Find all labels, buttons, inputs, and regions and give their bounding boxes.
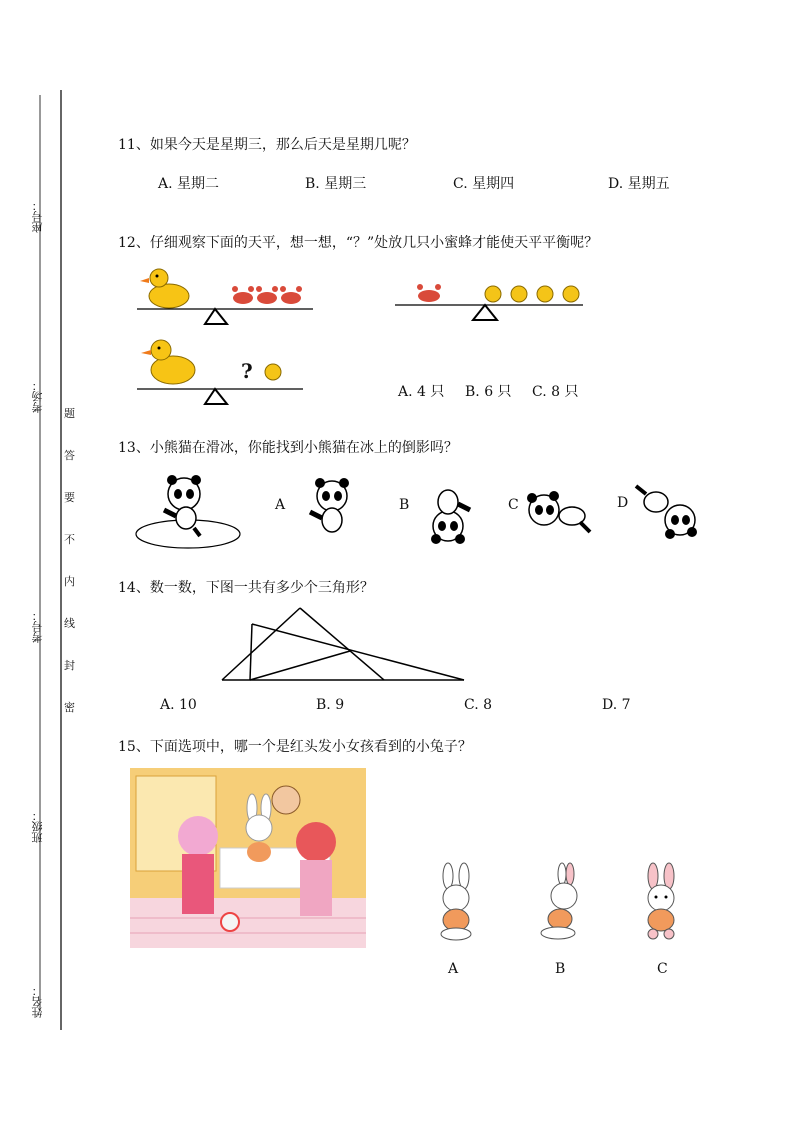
label-name: 姓名： <box>31 985 44 1018</box>
triangle-figure <box>220 604 470 684</box>
q13-label-a: A <box>275 497 286 513</box>
q12-option-c: C. 8 只 <box>532 384 579 400</box>
bee-icon <box>537 286 553 302</box>
duck-icon <box>140 269 189 308</box>
bee-icon <box>265 364 281 380</box>
notice-char: 线 <box>64 617 75 630</box>
q14-option-c: C. 8 <box>464 697 493 713</box>
q14-option-d: D. 7 <box>602 697 631 713</box>
q13-option-d-panda <box>632 480 702 545</box>
q13-label-b: B <box>399 497 410 513</box>
label-class: 班级： <box>31 810 44 843</box>
q11-option-b: B. 星期三 <box>305 176 367 192</box>
seal-line-notice <box>64 405 75 715</box>
crab-icon <box>256 286 278 304</box>
crab-icon <box>280 286 302 304</box>
label-exam-number: 考号： <box>31 610 44 643</box>
q11-option-d: D. 星期五 <box>608 176 670 192</box>
crab-icon <box>232 286 254 304</box>
notice-char: 内 <box>64 575 75 588</box>
girl-red-hair <box>296 822 336 916</box>
q14-option-a: A. 10 <box>160 697 197 713</box>
bee-icon <box>563 286 579 302</box>
notice-char: 要 <box>64 491 75 504</box>
q13-option-a-panda <box>302 476 362 546</box>
q15-rabbit-a <box>436 862 476 942</box>
q15-label-a: A <box>448 961 459 977</box>
q15-label-b: B <box>555 961 566 977</box>
q15-label-c: C <box>657 961 668 977</box>
notice-char: 答 <box>64 449 75 462</box>
bee-icon <box>485 286 501 302</box>
skating-panda <box>132 470 242 550</box>
q14-option-b: B. 9 <box>316 697 345 713</box>
q11-option-c: C. 星期四 <box>453 176 515 192</box>
balance-duck-unknown <box>135 336 305 408</box>
q15-rabbit-b <box>538 862 582 942</box>
balance-crab-bees <box>395 276 585 326</box>
balance-duck-crabs <box>135 266 315 326</box>
q13-option-c-panda <box>524 482 594 542</box>
q13-option-b-panda <box>418 476 478 546</box>
panda-icon <box>431 490 470 544</box>
rabbit-side-icon <box>541 863 577 939</box>
notice-char: 不 <box>64 533 75 546</box>
rabbit-front-icon <box>648 863 674 939</box>
duck-icon <box>141 340 195 384</box>
q15-rabbit-c <box>641 862 681 942</box>
q13-label-c: C <box>508 497 519 513</box>
q14-text: 14、数一数，下图一共有多少个三角形？ <box>118 580 374 596</box>
panda-icon <box>636 486 697 539</box>
rabbit-back-icon <box>441 863 471 940</box>
panda-icon <box>164 475 201 536</box>
q12-option-b: B. 6 只 <box>465 384 512 400</box>
q11-text: 11、如果今天是星期三，那么后天是星期几呢？ <box>118 137 416 153</box>
bee-icon <box>511 286 527 302</box>
room-illustration <box>130 768 366 948</box>
label-seat: 座号： <box>31 200 44 233</box>
q12-option-a: A. 4 只 <box>398 384 445 400</box>
panda-icon <box>527 491 590 532</box>
q11-option-a: A. 星期二 <box>158 176 220 192</box>
notice-char: 题 <box>64 407 75 420</box>
q13-text: 13、小熊猫在滑冰，你能找到小熊猫在冰上的倒影吗？ <box>118 440 458 456</box>
q12-text: 12、仔细观察下面的天平，想一想，“？”处放几只小蜜蜂才能使天平平衡呢？ <box>118 235 599 251</box>
q13-label-d: D <box>617 495 629 511</box>
q15-text: 15、下面选项中，哪一个是红头发小女孩看到的小兔子？ <box>118 739 472 755</box>
unknown-mark: ? <box>241 359 253 383</box>
notice-char: 密 <box>64 701 75 714</box>
notice-char: 封 <box>64 659 75 672</box>
label-exam-room: 考场： <box>31 380 44 413</box>
girl-pink-hair <box>178 816 218 914</box>
crab-icon <box>417 284 441 302</box>
boy-brown-hair <box>272 786 300 814</box>
panda-icon <box>310 478 349 532</box>
